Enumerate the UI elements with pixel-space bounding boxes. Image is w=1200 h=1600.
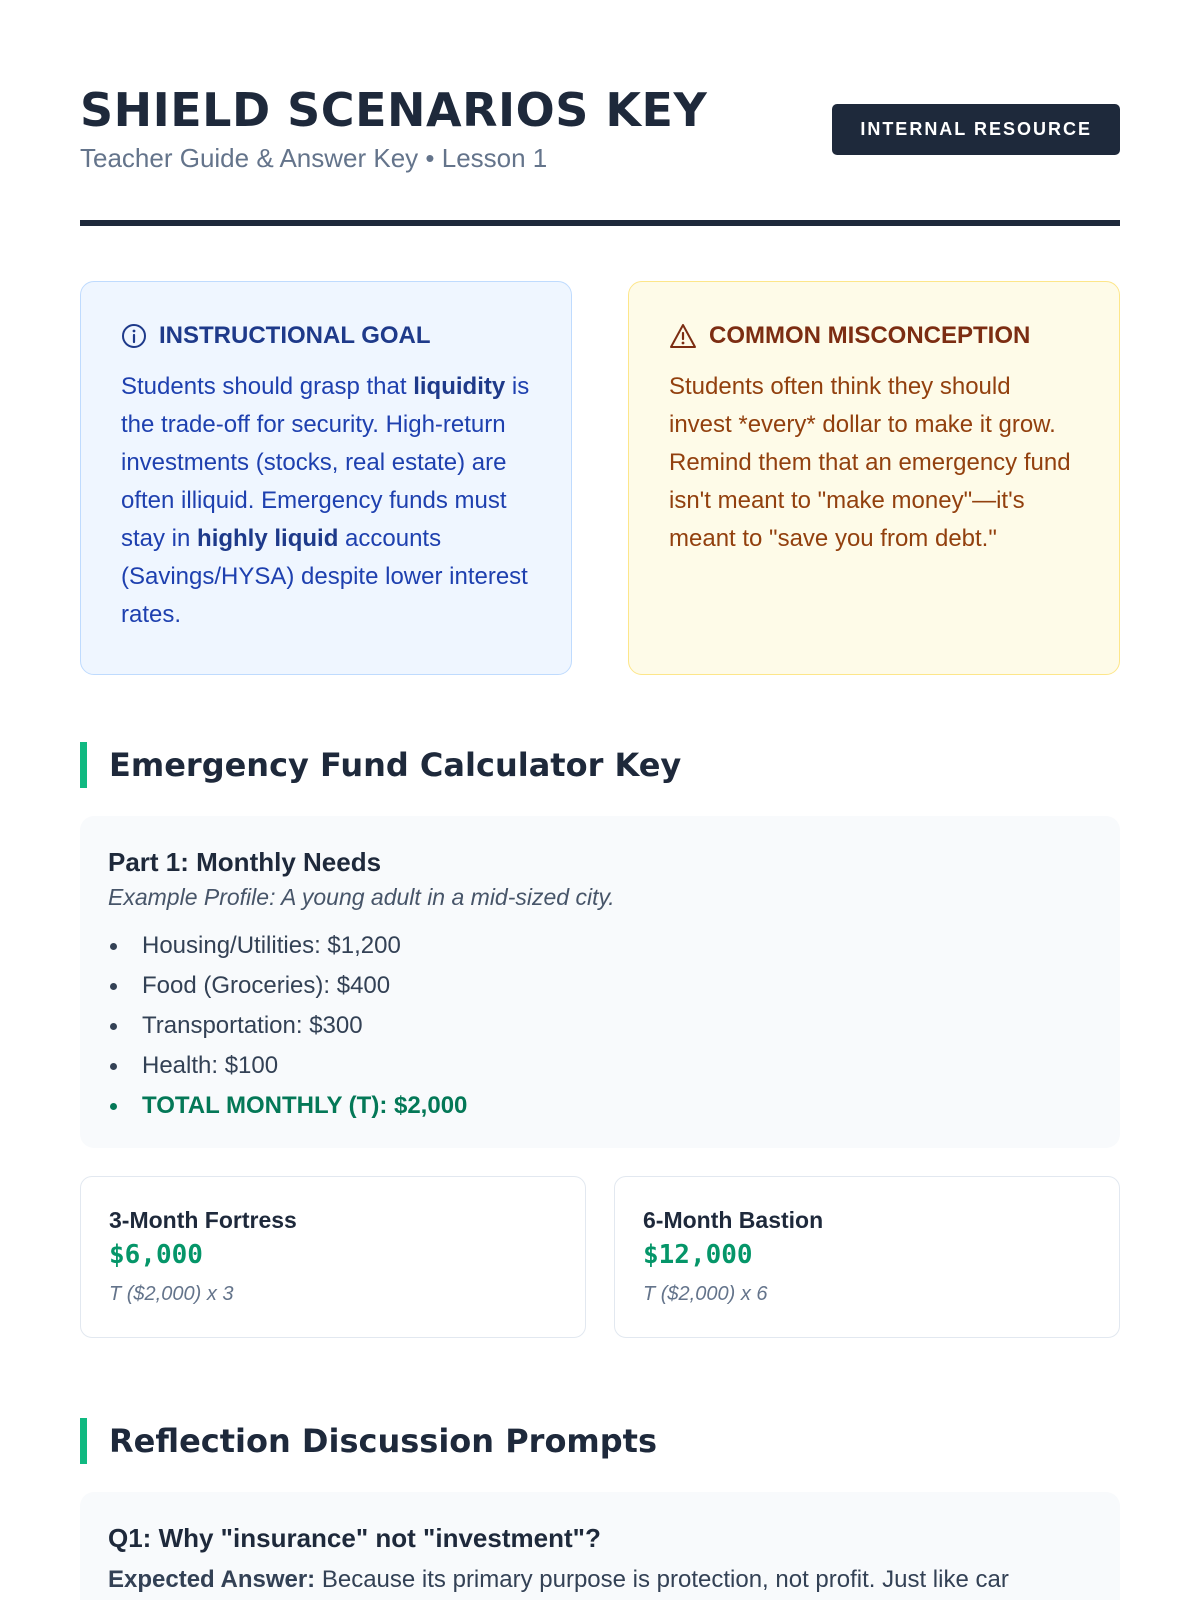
common-misconception-text: Students often think they should invest *every* dollar to make it grow. Remind them that an emergency fund isn't meant to "make money"—it's meant to "save you from debt." bbox=[669, 373, 1071, 552]
goal-emphasis-liquidity: liquidity bbox=[413, 373, 506, 400]
fund-formula: T ($2,000) x 6 bbox=[643, 1283, 768, 1305]
internal-resource-badge: INTERNAL RESOURCE bbox=[832, 104, 1120, 155]
goal-text-part: Students should grasp that bbox=[121, 373, 414, 400]
monthly-needs-card bbox=[80, 816, 1120, 1148]
total-monthly-item: TOTAL MONTHLY (T): $2,000 bbox=[108, 1086, 1092, 1126]
expected-answer-label: Expected Answer: bbox=[108, 1566, 316, 1593]
prompt-question: Q1: Why "insurance" not "investment"? bbox=[108, 1523, 601, 1553]
common-misconception-heading-text: COMMON MISCONCEPTION bbox=[709, 322, 1031, 349]
monthly-needs-list bbox=[108, 926, 1092, 1126]
goal-text-part: is the trade-off for security. High-return investments (stocks, real estate) are often illiquid. Emergency funds must stay in bbox=[121, 373, 530, 552]
list-item: Food (Groceries): $400 bbox=[108, 966, 1092, 1006]
common-misconception-callout bbox=[628, 281, 1120, 675]
fund-amount: $12,000 bbox=[643, 1240, 753, 1270]
list-item: Housing/Utilities: $1,200 bbox=[108, 926, 1092, 966]
common-misconception-heading bbox=[669, 322, 1079, 350]
page-subtitle: Teacher Guide & Answer Key • Lesson 1 bbox=[80, 143, 548, 173]
prompt-answer bbox=[108, 1562, 1092, 1598]
info-icon bbox=[121, 323, 147, 349]
goal-emphasis-highly-liquid: highly liquid bbox=[197, 525, 339, 552]
monthly-needs-title: Part 1: Monthly Needs bbox=[108, 847, 382, 877]
fund-amount: $6,000 bbox=[109, 1240, 203, 1270]
header bbox=[80, 82, 1120, 174]
instructional-goal-callout bbox=[80, 281, 572, 675]
calculator-section-title: Emergency Fund Calculator Key bbox=[80, 742, 681, 788]
fund-name: 3-Month Fortress bbox=[109, 1207, 297, 1233]
reflection-section-title: Reflection Discussion Prompts bbox=[80, 1418, 657, 1464]
instructional-goal-heading bbox=[121, 322, 531, 350]
header-divider bbox=[80, 220, 1120, 226]
reflection-prompt-card bbox=[80, 1492, 1120, 1600]
six-month-bastion-card bbox=[614, 1176, 1120, 1338]
fund-name: 6-Month Bastion bbox=[643, 1207, 824, 1233]
fund-formula: T ($2,000) x 3 bbox=[109, 1283, 234, 1305]
goal-text-part: accounts (Savings/HYSA) despite lower interest rates. bbox=[121, 525, 528, 628]
list-item: Health: $100 bbox=[108, 1046, 1092, 1086]
instructional-goal-text bbox=[121, 368, 531, 634]
instructional-goal-heading-text: INSTRUCTIONAL GOAL bbox=[159, 322, 431, 349]
example-profile: Example Profile: A young adult in a mid-sized city. bbox=[108, 884, 615, 910]
expected-answer-text: Because its primary purpose is protection, not profit. Just like car bbox=[315, 1566, 1009, 1593]
list-item: Transportation: $300 bbox=[108, 1006, 1092, 1046]
three-month-fortress-card bbox=[80, 1176, 586, 1338]
warning-icon bbox=[669, 323, 697, 349]
page-title: SHIELD SCENARIOS KEY bbox=[80, 83, 708, 137]
